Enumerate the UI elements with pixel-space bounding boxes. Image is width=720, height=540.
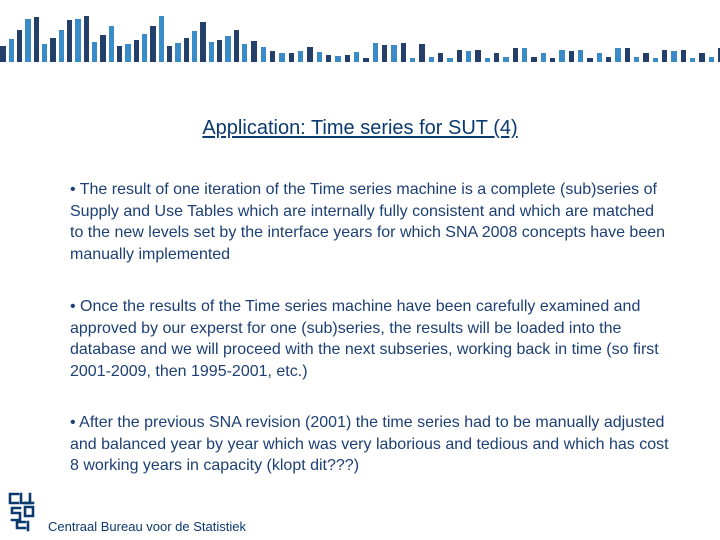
decorative-bar bbox=[457, 50, 462, 62]
decorative-bar bbox=[42, 44, 47, 62]
decorative-bar bbox=[522, 48, 527, 62]
decorative-bar bbox=[354, 52, 359, 62]
cbs-logo-icon bbox=[8, 492, 38, 532]
decorative-bar bbox=[270, 51, 275, 62]
decorative-bar bbox=[184, 38, 189, 62]
decorative-bar bbox=[475, 50, 481, 62]
decorative-bar bbox=[438, 53, 443, 62]
decorative-bar bbox=[513, 48, 518, 62]
bullet-point-1: • The result of one iteration of the Time series machine is a complete (sub)series of Supply and Use Tables which are internally fully consistent and which are matched to the new levels set by the interface years for which SNA 2008 concepts have been manually implemented bbox=[70, 181, 666, 263]
decorative-bar bbox=[429, 57, 434, 62]
decorative-bar bbox=[466, 51, 471, 62]
decorative-bar bbox=[125, 44, 131, 62]
decorative-bar bbox=[134, 40, 139, 62]
decorative-bar bbox=[606, 57, 611, 62]
decorative-bar bbox=[634, 57, 639, 62]
decorative-bar bbox=[550, 58, 555, 62]
decorative-bar bbox=[298, 51, 303, 62]
decorative-bar bbox=[485, 58, 490, 62]
bullet-point-3: • After the previous SNA revision (2001) the time series had to be manually adjusted and balanced year by year which was very laborious and tedious and which has cost 8 working years in capacity (klopt dit???) bbox=[70, 414, 669, 474]
decorative-bar bbox=[217, 40, 222, 62]
decorative-bar bbox=[419, 44, 425, 62]
decorative-bar bbox=[159, 16, 164, 62]
decorative-bar bbox=[0, 46, 6, 62]
decorative-bar bbox=[17, 30, 22, 62]
decorative-bar bbox=[690, 58, 695, 62]
decorative-bar bbox=[75, 19, 81, 62]
decorative-bar bbox=[569, 51, 574, 62]
decorative-bar bbox=[541, 53, 546, 62]
decorative-bar bbox=[67, 20, 72, 62]
decorative-bar bbox=[653, 58, 658, 62]
bullet-point-2: • Once the results of the Time series machine have been carefully examined and approved by our experst for one (sub)series, the results will be loaded into the database and we will proceed with the next subseries, working back in time (so first 2001-2009, then 1995-2001, etc.) bbox=[70, 298, 659, 380]
decorative-bar bbox=[335, 56, 341, 62]
decorative-bar bbox=[447, 58, 453, 62]
decorative-bar bbox=[142, 34, 147, 62]
decorative-bar bbox=[662, 50, 667, 62]
decorative-bar bbox=[50, 38, 56, 62]
decorative-bar bbox=[317, 52, 322, 62]
decorative-bar bbox=[559, 50, 565, 62]
decorative-bar bbox=[25, 19, 31, 62]
decorative-bar bbox=[261, 47, 266, 62]
decorative-bar bbox=[578, 50, 583, 62]
decorative-bar bbox=[34, 17, 39, 62]
decorative-bar bbox=[373, 43, 378, 62]
decorative-bar bbox=[410, 58, 415, 62]
decorative-bar bbox=[289, 53, 294, 62]
decorative-bar bbox=[681, 50, 686, 62]
decorative-bar bbox=[709, 57, 714, 62]
decorative-bar bbox=[363, 58, 369, 62]
decorative-bar bbox=[167, 46, 172, 62]
decorative-bar bbox=[200, 22, 206, 62]
decorative-bar bbox=[109, 26, 114, 62]
decorative-bar bbox=[307, 47, 313, 62]
decorative-bar bbox=[117, 46, 122, 62]
decorative-bar bbox=[242, 44, 247, 62]
decorative-bar bbox=[225, 36, 231, 62]
decorative-bar bbox=[494, 53, 499, 62]
decorative-bar bbox=[615, 48, 621, 62]
decorative-bar bbox=[192, 31, 197, 62]
decorative-bar bbox=[643, 53, 649, 62]
decorative-bar bbox=[326, 55, 331, 62]
decorative-bar bbox=[391, 45, 397, 62]
decorative-bar bbox=[234, 30, 239, 62]
decorative-bar bbox=[209, 42, 214, 62]
decorative-bar bbox=[671, 51, 677, 62]
decorative-bar bbox=[597, 53, 602, 62]
decorative-bar bbox=[9, 39, 14, 62]
decorative-bar bbox=[345, 55, 350, 62]
decorative-bar bbox=[92, 42, 97, 62]
decorative-bar-pattern bbox=[0, 0, 720, 64]
decorative-bar bbox=[625, 48, 630, 62]
decorative-bar bbox=[84, 16, 89, 62]
decorative-bar bbox=[587, 58, 593, 62]
decorative-bar bbox=[251, 41, 257, 62]
decorative-bar bbox=[279, 53, 285, 62]
decorative-bar bbox=[531, 57, 537, 62]
slide-title: Application: Time series for SUT (4) bbox=[202, 117, 518, 139]
decorative-bar bbox=[150, 26, 156, 62]
decorative-bar bbox=[401, 43, 406, 62]
decorative-bar bbox=[100, 35, 106, 62]
decorative-bar bbox=[175, 43, 181, 62]
decorative-bar bbox=[699, 53, 705, 62]
decorative-bar bbox=[59, 30, 64, 62]
decorative-bar bbox=[503, 57, 509, 62]
decorative-bar bbox=[382, 45, 387, 62]
footer-organization-name: Centraal Bureau voor de Statistiek bbox=[48, 519, 246, 534]
